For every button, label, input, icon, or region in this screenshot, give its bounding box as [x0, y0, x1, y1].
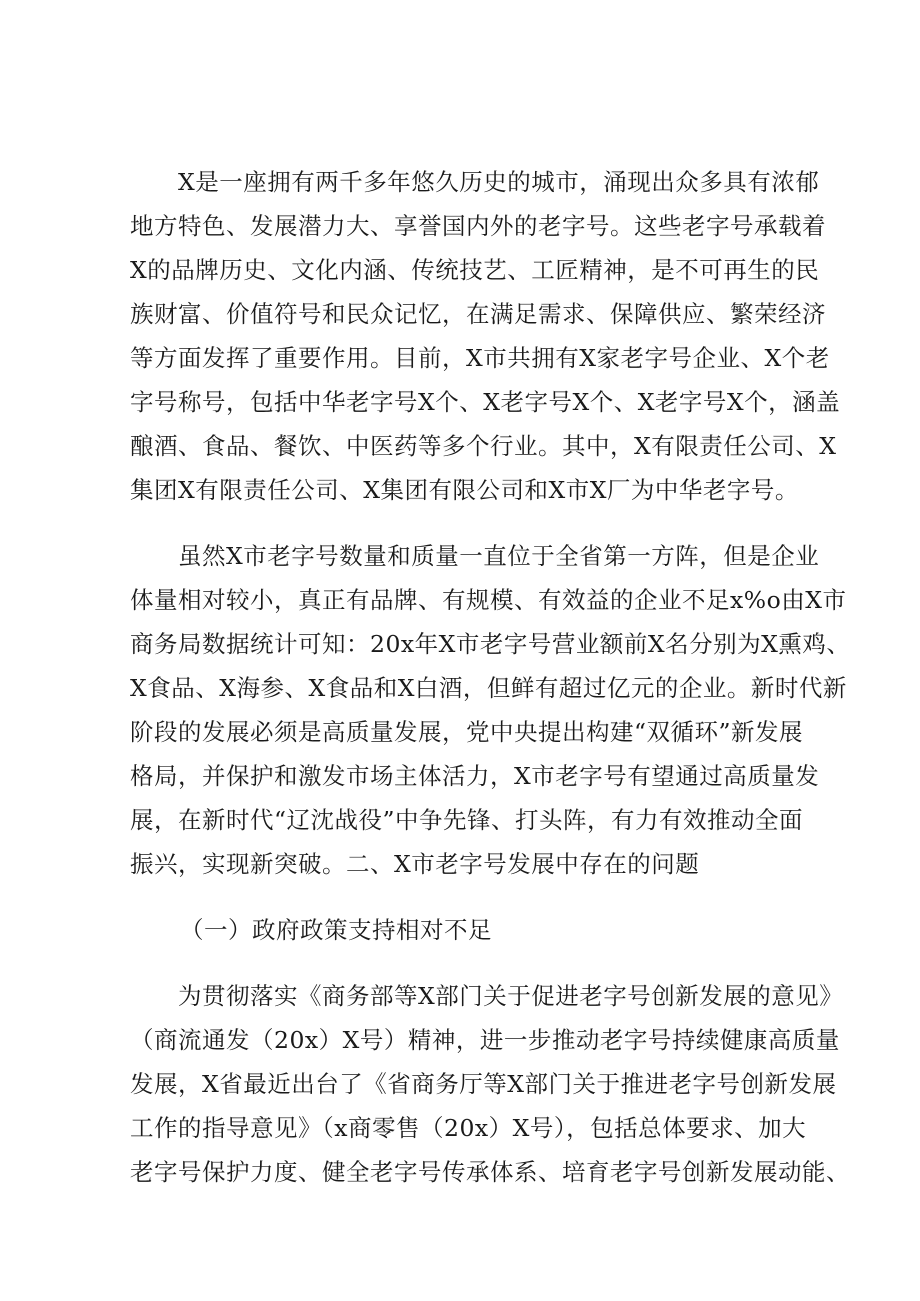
paragraph-1: [130, 160, 841, 512]
paragraph-line: 阶段的发展必须是高质量发展，党中央提出构建“双循环”新发展: [130, 718, 804, 746]
paragraph-line: 族财富、价值符号和民众记忆，在满足需求、保障供应、繁荣经济: [130, 300, 826, 328]
paragraph-line: 字号称号，包括中华老字号X个、X老字号X个、X老字号X个，涵盖: [130, 388, 841, 416]
paragraph-line: 地方特色、发展潜力大、享誉国内外的老字号。这些老字号承载着: [130, 212, 826, 240]
paragraph-line: 虽然X市老字号数量和质量一直位于全省第一方阵，但是企业: [130, 542, 820, 570]
paragraph-line: 为贯彻落实《商务部等X部门关于促进老字号创新发展的意见》: [130, 982, 844, 1010]
paragraph-line: 商务局数据统计可知：20x年X市老字号营业额前X名分别为X熏鸡、: [130, 630, 851, 658]
paragraph-line: 等方面发挥了重要作用。目前，X市共拥有X家老字号企业、X个老: [130, 344, 830, 372]
paragraph-line: 振兴，实现新突破。二、X市老字号发展中存在的问题: [130, 850, 700, 878]
paragraph-line: 格局，并保护和激发市场主体活力，X市老字号有望通过高质量发: [130, 762, 820, 790]
paragraph-line: 工作的指导意见》（x商零售（20x）X号），包括总体要求、加大: [130, 1114, 807, 1142]
paragraph-line: X食品、X海参、X食品和X白酒，但鲜有超过亿元的企业。新时代新: [130, 674, 847, 702]
paragraph-3: [130, 974, 850, 1194]
paragraph-2: [130, 534, 851, 886]
paragraph-line: （商流通发（20x）X号）精神，进一步推动老字号持续健康高质量: [130, 1026, 840, 1054]
paragraph-spacer: [130, 886, 800, 908]
paragraph-spacer: [130, 952, 800, 974]
paragraph-line: 酿酒、食品、餐饮、中医药等多个行业。其中，X有限责任公司、X: [130, 432, 837, 460]
paragraph-line: 发展，X省最近出台了《省商务厅等X部门关于推进老字号创新发展: [130, 1070, 837, 1098]
paragraph-line: X是一座拥有两千多年悠久历史的城市，涌现出众多具有浓郁: [130, 168, 820, 196]
paragraph-line: 体量相对较小，真正有品牌、有规模、有效益的企业不足x%o由X市: [130, 586, 847, 614]
paragraph-line: 展，在新时代“辽沈战役”中争先锋、打头阵，有力有效推动全面: [130, 806, 804, 834]
paragraph-line: 集团X有限责任公司、X集团有限公司和X市X厂为中华老字号。: [130, 476, 799, 504]
paragraph-spacer: [130, 512, 800, 534]
paragraph-line: 老字号保护力度、健全老字号传承体系、培育老字号创新发展动能、: [130, 1158, 850, 1186]
paragraph-line: X的品牌历史、文化内涵、传统技艺、工匠精神，是不可再生的民: [130, 256, 820, 284]
document-body: [130, 160, 851, 1194]
section-heading: （一）政府政策支持相对不足: [180, 916, 492, 944]
